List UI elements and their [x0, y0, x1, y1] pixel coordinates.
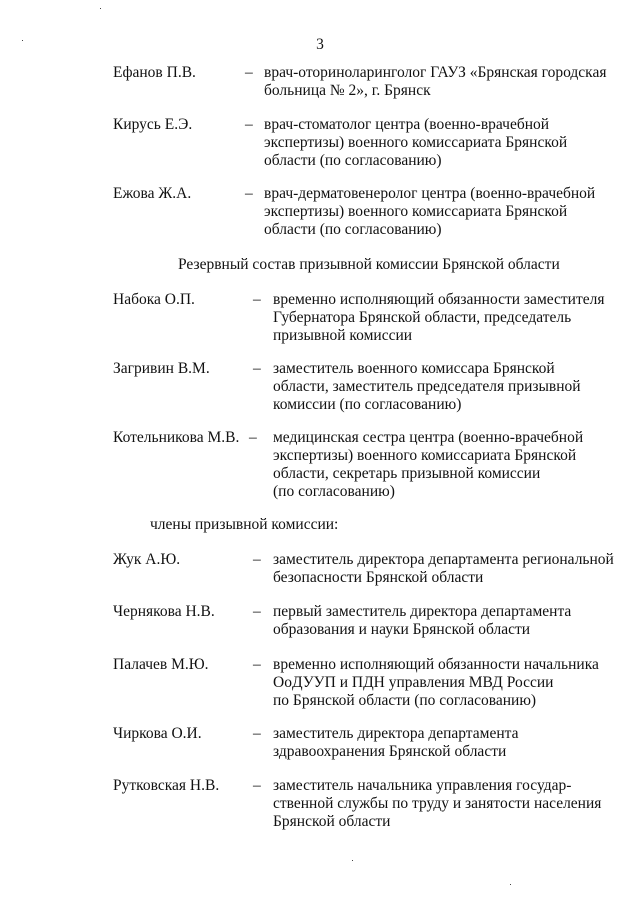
member-name: Ежова Ж.А. — [113, 185, 192, 202]
position-line: заместитель директора департамента — [273, 725, 519, 742]
position-line: экспертизы) военного комиссариата Брянской — [273, 447, 577, 464]
position-line: заместитель начальника управления государ- — [273, 777, 572, 794]
position-line: области, секретарь призывной комиссии — [273, 465, 541, 482]
position-line: безопасности Брянской области — [273, 569, 484, 586]
scan-speck — [100, 8, 101, 9]
position-line: образования и науки Брянской области — [273, 621, 531, 638]
member-position — [264, 185, 595, 239]
position-line: временно исполняющий обязанности начальника — [273, 656, 599, 673]
member-position — [273, 656, 599, 710]
dash: – — [245, 64, 253, 81]
dash: – — [245, 185, 253, 202]
dash: – — [253, 603, 261, 620]
position-line: (по согласованию) — [273, 483, 395, 500]
position-line: врач-дерматовенеролог центра (военно-врачебной — [264, 185, 596, 202]
reserve-heading: Резервный состав призывной комиссии Брянской области — [178, 256, 560, 273]
dash: – — [253, 291, 261, 308]
position-line: врач-стоматолог центра (военно-врачебной — [264, 116, 550, 133]
member-name: Кирусь Е.Э. — [113, 116, 193, 133]
dash: – — [253, 551, 261, 568]
member-position — [273, 291, 604, 345]
position-line: ОоДУУП и ПДН управления МВД России — [273, 674, 554, 691]
position-line: Брянской области — [273, 813, 391, 830]
dash: – — [245, 116, 253, 133]
position-line: Губернатора Брянской области, председатель — [273, 309, 572, 326]
position-line: призывной комиссии — [273, 327, 413, 344]
position-line: области (по согласованию) — [264, 221, 442, 238]
member-name: Загривин В.М. — [113, 360, 210, 377]
member-name: Палачев М.Ю. — [113, 656, 209, 673]
position-line: больница № 2», г. Брянск — [264, 82, 431, 99]
member-name: Рутковская Н.В. — [113, 777, 220, 794]
member-position — [273, 551, 614, 587]
member-position — [273, 603, 571, 639]
member-name: Ефанов П.В. — [113, 64, 196, 81]
member-name: Жук А.Ю. — [113, 551, 181, 568]
member-position — [273, 725, 518, 761]
position-line: заместитель директора департамента региональной — [273, 551, 614, 568]
member-name: Котельникова М.В. — [113, 429, 240, 446]
members-heading: члены призывной комиссии: — [150, 516, 339, 533]
position-line: первый заместитель директора департамента — [273, 603, 572, 620]
position-line: экспертизы) военного комиссариата Брянской — [264, 134, 568, 151]
dash: – — [253, 725, 261, 742]
dash: – — [253, 656, 261, 673]
position-line: временно исполняющий обязанности заместителя — [273, 291, 605, 308]
position-line: медицинская сестра центра (военно-врачебной — [273, 429, 584, 446]
dash: – — [253, 777, 261, 794]
member-name: Набока О.П. — [113, 291, 195, 308]
position-line: комиссии (по согласованию) — [273, 396, 462, 413]
scan-speck — [22, 40, 23, 41]
position-line: по Брянской области (по согласованию) — [273, 692, 537, 709]
member-position — [273, 429, 583, 501]
member-name: Чернякова Н.В. — [113, 603, 215, 620]
page-number: 3 — [316, 36, 324, 53]
scan-speck — [510, 884, 511, 885]
member-position — [264, 116, 567, 170]
position-line: области (по согласованию) — [264, 152, 442, 169]
dash: – — [253, 360, 261, 377]
position-line: врач-оториноларинголог ГАУЗ «Брянская городская — [264, 64, 607, 81]
position-line: здравоохранения Брянской области — [273, 743, 507, 760]
position-line: заместитель военного комиссара Брянской — [273, 360, 555, 377]
member-position — [264, 64, 606, 100]
member-name: Чиркова О.И. — [113, 725, 202, 742]
position-line: экспертизы) военного комиссариата Брянской — [264, 203, 568, 220]
dash: – — [249, 429, 257, 446]
position-line: ственной службы по труду и занятости населения — [273, 795, 602, 812]
scan-speck — [352, 860, 353, 861]
position-line: области, заместитель председателя призывной — [273, 378, 581, 395]
member-position — [273, 777, 601, 831]
member-position — [273, 360, 581, 414]
